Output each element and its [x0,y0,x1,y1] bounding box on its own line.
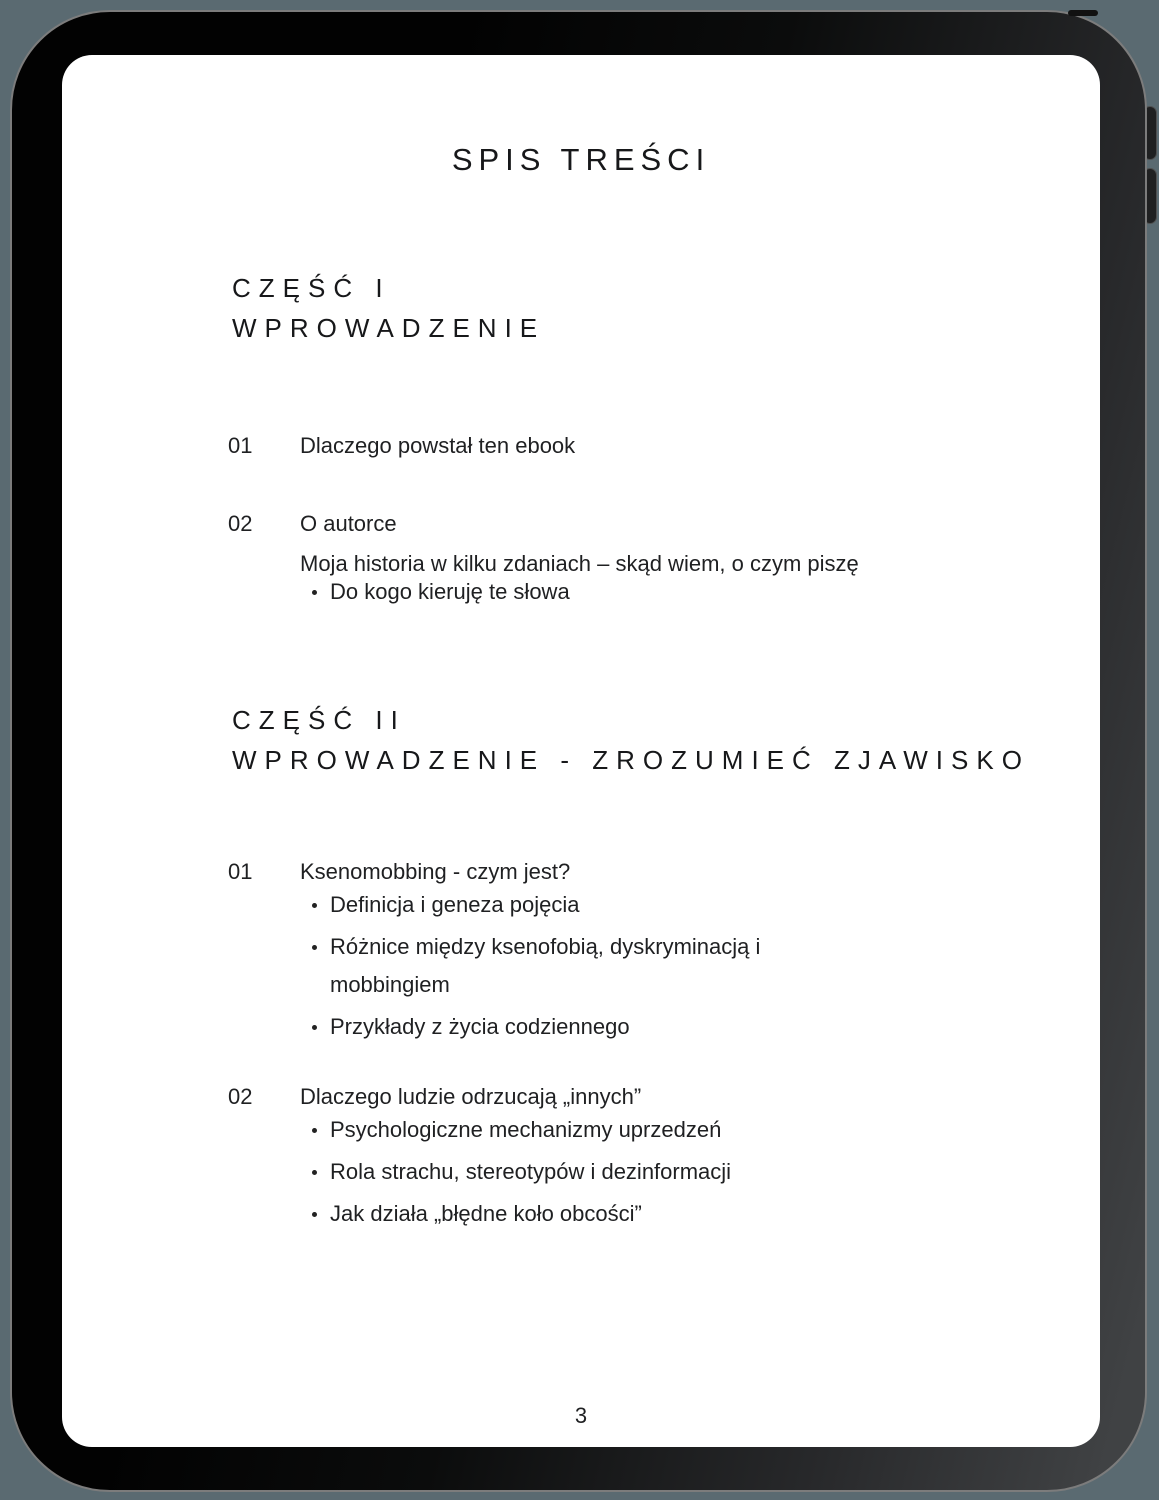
toc-entry-ii-01 [228,858,1044,1050]
entry-number: 01 [228,433,253,458]
entry-content [300,510,1044,606]
toc-entry-i-01 [228,432,1044,460]
ebook-toc-page [62,55,1100,1447]
toc-entry-ii-02 [228,1083,1044,1237]
bullet-item [312,1111,792,1149]
part-ii-heading [232,700,1044,780]
toc-part-i [228,268,1044,606]
entry-number: 02 [228,511,253,536]
entry-bullet-list [312,578,792,606]
part-ii-name: WPROWADZENIE - ZROZUMIEĆ ZJAWISKO [232,745,1030,775]
entry-title: Ksenomobbing - czym jest? [300,859,571,884]
part-i-name: WPROWADZENIE [232,313,546,343]
entry-title: Dlaczego powstał ten ebook [300,433,576,458]
bullet-text: Psychologiczne mechanizmy uprzedzeń [330,1117,722,1142]
page-number: 3 [574,1403,588,1428]
bullet-text: Definicja i geneza pojęcia [330,892,580,917]
entry-bullet-list [312,1111,792,1233]
part-i-heading [232,268,1044,348]
power-button [1068,10,1098,16]
toc-title: SPIS TREŚCI [451,142,711,177]
entry-subtitle: Moja historia w kilku zdaniach – skąd wiem, o czym piszę [300,551,859,576]
bullet-item [312,928,792,1004]
entry-content [300,1083,1044,1237]
bullet-text: Jak działa „błędne koło obcości” [330,1201,642,1226]
bullet-item [312,886,792,924]
bullet-text: Różnice między ksenofobią, dyskryminacją i mobbingiem [330,934,761,997]
entry-title: Dlaczego ludzie odrzucają „innych” [300,1084,642,1109]
bullet-item [312,578,792,606]
entry-bullet-list [312,886,792,1046]
bullet-item [312,1153,792,1191]
toc-part-ii [228,700,1044,1237]
part-i-label: CZĘŚĆ I [232,273,391,303]
bullet-icon [312,1170,317,1175]
bullet-icon [312,1212,317,1217]
bullet-icon [312,903,317,908]
part-ii-label: CZĘŚĆ II [232,705,406,735]
bullet-icon [312,1025,317,1030]
entry-number: 02 [228,1084,253,1109]
bullet-item [312,1008,792,1046]
bullet-icon [312,1128,317,1133]
entry-content [300,432,1044,460]
bullet-icon [312,590,317,595]
bullet-text: Rola strachu, stereotypów i dezinformacji [330,1159,732,1184]
bullet-icon [312,945,317,950]
bullet-text: Przykłady z życia codziennego [330,1014,630,1039]
entry-content [300,858,1044,1050]
toc-entry-i-02 [228,510,1044,606]
bullet-item [312,1195,792,1233]
entry-title: O autorce [300,511,397,536]
bullet-text: Do kogo kieruję te słowa [330,579,570,604]
entry-number: 01 [228,859,253,884]
